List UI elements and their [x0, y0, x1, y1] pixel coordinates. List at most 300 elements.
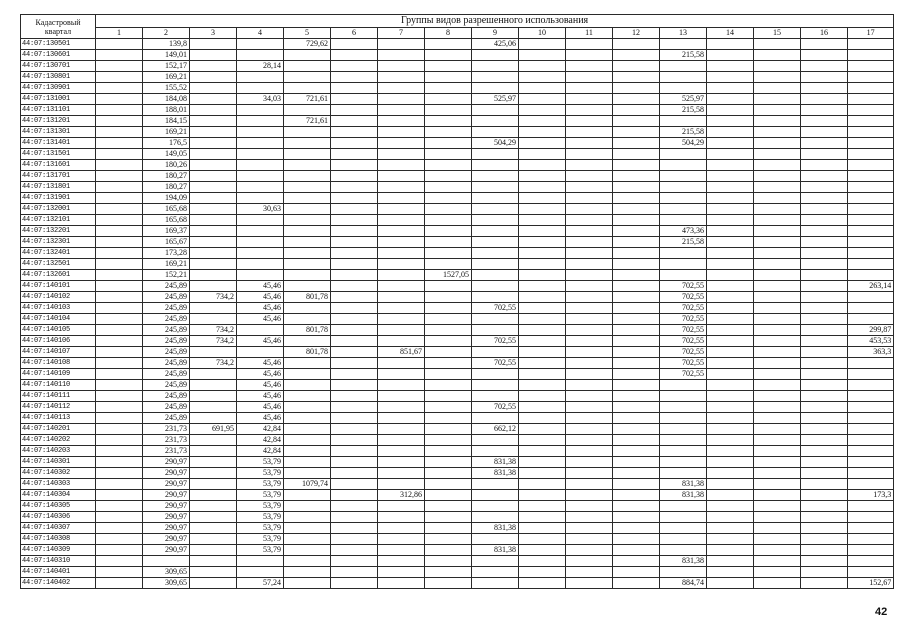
value-cell-col-7 — [378, 402, 425, 413]
table-row — [21, 490, 894, 501]
value-cell-col-14 — [707, 512, 754, 523]
value-cell-col-17 — [848, 567, 894, 578]
value-cell-col-17: 299,87 — [848, 325, 894, 336]
value-cell-col-11 — [566, 105, 613, 116]
value-cell-col-9 — [472, 446, 519, 457]
value-cell-col-12 — [613, 347, 660, 358]
value-cell-col-17 — [848, 226, 894, 237]
value-cell-col-8 — [425, 149, 472, 160]
value-cell-col-2: 173,28 — [143, 248, 190, 259]
value-cell-col-6 — [331, 39, 378, 50]
value-cell-col-1 — [96, 358, 143, 369]
value-cell-col-2 — [143, 556, 190, 567]
value-cell-col-10 — [519, 490, 566, 501]
value-cell-col-16 — [801, 149, 848, 160]
value-cell-col-17 — [848, 457, 894, 468]
value-cell-col-16 — [801, 314, 848, 325]
value-cell-col-2: 169,21 — [143, 259, 190, 270]
value-cell-col-10 — [519, 215, 566, 226]
value-cell-col-1 — [96, 501, 143, 512]
value-cell-col-8 — [425, 50, 472, 61]
value-cell-col-9 — [472, 391, 519, 402]
cadastral-quarter-code: 44:07:132601 — [21, 270, 96, 281]
value-cell-col-6 — [331, 61, 378, 72]
table-row — [21, 479, 894, 490]
value-cell-col-5 — [284, 127, 331, 138]
value-cell-col-12 — [613, 402, 660, 413]
value-cell-col-4 — [237, 347, 284, 358]
value-cell-col-7 — [378, 369, 425, 380]
value-cell-col-14 — [707, 292, 754, 303]
value-cell-col-15 — [754, 138, 801, 149]
value-cell-col-1 — [96, 336, 143, 347]
value-cell-col-7 — [378, 435, 425, 446]
value-cell-col-7 — [378, 270, 425, 281]
value-cell-col-10 — [519, 314, 566, 325]
value-cell-col-16 — [801, 479, 848, 490]
value-cell-col-1 — [96, 413, 143, 424]
value-cell-col-8 — [425, 160, 472, 171]
cadastral-quarter-code: 44:07:140304 — [21, 490, 96, 501]
table-row — [21, 556, 894, 567]
column-number-14: 14 — [707, 28, 754, 39]
value-cell-col-2: 245,89 — [143, 358, 190, 369]
value-cell-col-11 — [566, 490, 613, 501]
value-cell-col-12 — [613, 314, 660, 325]
value-cell-col-8 — [425, 259, 472, 270]
value-cell-col-7 — [378, 545, 425, 556]
value-cell-col-14 — [707, 413, 754, 424]
value-cell-col-3 — [190, 314, 237, 325]
value-cell-col-2: 176,5 — [143, 138, 190, 149]
table-row — [21, 281, 894, 292]
value-cell-col-7 — [378, 193, 425, 204]
value-cell-col-6 — [331, 182, 378, 193]
value-cell-col-2: 155,52 — [143, 83, 190, 94]
value-cell-col-16 — [801, 578, 848, 589]
value-cell-col-12 — [613, 204, 660, 215]
cadastral-values-table — [20, 14, 894, 589]
value-cell-col-8 — [425, 303, 472, 314]
value-cell-col-14 — [707, 303, 754, 314]
table-row — [21, 171, 894, 182]
cadastral-quarter-code: 44:07:130901 — [21, 83, 96, 94]
value-cell-col-1 — [96, 556, 143, 567]
value-cell-col-8 — [425, 479, 472, 490]
value-cell-col-9 — [472, 72, 519, 83]
value-cell-col-5 — [284, 204, 331, 215]
value-cell-col-12 — [613, 270, 660, 281]
cadastral-quarter-code: 44:07:140109 — [21, 369, 96, 380]
value-cell-col-15 — [754, 281, 801, 292]
value-cell-col-12 — [613, 171, 660, 182]
value-cell-col-16 — [801, 171, 848, 182]
value-cell-col-2: 152,21 — [143, 270, 190, 281]
column-number-6: 6 — [331, 28, 378, 39]
value-cell-col-8 — [425, 281, 472, 292]
value-cell-col-4 — [237, 567, 284, 578]
value-cell-col-2: 245,89 — [143, 402, 190, 413]
value-cell-col-1 — [96, 248, 143, 259]
value-cell-col-5 — [284, 215, 331, 226]
value-cell-col-10 — [519, 83, 566, 94]
cadastral-quarter-code: 44:07:130801 — [21, 72, 96, 83]
table-row — [21, 358, 894, 369]
value-cell-col-15 — [754, 567, 801, 578]
value-cell-col-9: 662,12 — [472, 424, 519, 435]
column-number-2: 2 — [143, 28, 190, 39]
value-cell-col-17 — [848, 402, 894, 413]
value-cell-col-1 — [96, 149, 143, 160]
value-cell-col-6 — [331, 413, 378, 424]
value-cell-col-14 — [707, 501, 754, 512]
value-cell-col-5: 801,78 — [284, 347, 331, 358]
value-cell-col-7 — [378, 259, 425, 270]
value-cell-col-15 — [754, 523, 801, 534]
value-cell-col-10 — [519, 50, 566, 61]
value-cell-col-13: 525,97 — [660, 94, 707, 105]
value-cell-col-14 — [707, 61, 754, 72]
value-cell-col-16 — [801, 347, 848, 358]
value-cell-col-6 — [331, 490, 378, 501]
value-cell-col-1 — [96, 545, 143, 556]
value-cell-col-1 — [96, 281, 143, 292]
value-cell-col-7 — [378, 237, 425, 248]
value-cell-col-17 — [848, 270, 894, 281]
value-cell-col-17 — [848, 292, 894, 303]
value-cell-col-11 — [566, 270, 613, 281]
value-cell-col-6 — [331, 149, 378, 160]
value-cell-col-15 — [754, 479, 801, 490]
value-cell-col-7 — [378, 248, 425, 259]
value-cell-col-8 — [425, 182, 472, 193]
cadastral-quarter-code: 44:07:140307 — [21, 523, 96, 534]
value-cell-col-11 — [566, 215, 613, 226]
value-cell-col-14 — [707, 567, 754, 578]
value-cell-col-11 — [566, 545, 613, 556]
value-cell-col-11 — [566, 523, 613, 534]
value-cell-col-15 — [754, 446, 801, 457]
value-cell-col-1 — [96, 50, 143, 61]
value-cell-col-11 — [566, 193, 613, 204]
value-cell-col-1 — [96, 512, 143, 523]
value-cell-col-5 — [284, 578, 331, 589]
value-cell-col-6 — [331, 83, 378, 94]
value-cell-col-11 — [566, 281, 613, 292]
value-cell-col-11 — [566, 578, 613, 589]
value-cell-col-8 — [425, 39, 472, 50]
value-cell-col-13: 702,55 — [660, 325, 707, 336]
value-cell-col-15 — [754, 347, 801, 358]
table-row — [21, 314, 894, 325]
value-cell-col-9: 702,55 — [472, 336, 519, 347]
value-cell-col-2: 290,97 — [143, 545, 190, 556]
value-cell-col-10 — [519, 424, 566, 435]
value-cell-col-16 — [801, 413, 848, 424]
value-cell-col-4: 57,24 — [237, 578, 284, 589]
value-cell-col-14 — [707, 39, 754, 50]
value-cell-col-5 — [284, 391, 331, 402]
value-cell-col-1 — [96, 116, 143, 127]
value-cell-col-14 — [707, 94, 754, 105]
cadastral-quarter-code: 44:07:132501 — [21, 259, 96, 270]
value-cell-col-16 — [801, 105, 848, 116]
value-cell-col-17 — [848, 39, 894, 50]
value-cell-col-5 — [284, 138, 331, 149]
value-cell-col-15 — [754, 501, 801, 512]
value-cell-col-12 — [613, 226, 660, 237]
value-cell-col-10 — [519, 358, 566, 369]
value-cell-col-11 — [566, 358, 613, 369]
value-cell-col-12 — [613, 512, 660, 523]
value-cell-col-13: 702,55 — [660, 292, 707, 303]
value-cell-col-15 — [754, 369, 801, 380]
value-cell-col-13 — [660, 457, 707, 468]
table-row — [21, 193, 894, 204]
cadastral-quarter-code: 44:07:140111 — [21, 391, 96, 402]
value-cell-col-8 — [425, 248, 472, 259]
value-cell-col-6 — [331, 292, 378, 303]
value-cell-col-13: 702,55 — [660, 358, 707, 369]
value-cell-col-1 — [96, 402, 143, 413]
value-cell-col-17 — [848, 479, 894, 490]
value-cell-col-1 — [96, 380, 143, 391]
value-cell-col-11 — [566, 380, 613, 391]
value-cell-col-8 — [425, 314, 472, 325]
value-cell-col-10 — [519, 303, 566, 314]
table-row — [21, 39, 894, 50]
value-cell-col-3 — [190, 193, 237, 204]
value-cell-col-11 — [566, 171, 613, 182]
value-cell-col-6 — [331, 105, 378, 116]
value-cell-col-4 — [237, 171, 284, 182]
value-cell-col-5: 1079,74 — [284, 479, 331, 490]
value-cell-col-3 — [190, 50, 237, 61]
value-cell-col-4: 30,63 — [237, 204, 284, 215]
value-cell-col-2: 290,97 — [143, 479, 190, 490]
value-cell-col-10 — [519, 61, 566, 72]
value-cell-col-5 — [284, 380, 331, 391]
value-cell-col-16 — [801, 501, 848, 512]
value-cell-col-8 — [425, 578, 472, 589]
value-cell-col-2: 245,89 — [143, 336, 190, 347]
table-row — [21, 567, 894, 578]
value-cell-col-2: 245,89 — [143, 281, 190, 292]
value-cell-col-4 — [237, 116, 284, 127]
table-row — [21, 336, 894, 347]
value-cell-col-3 — [190, 567, 237, 578]
column-number-8: 8 — [425, 28, 472, 39]
value-cell-col-3 — [190, 556, 237, 567]
value-cell-col-1 — [96, 204, 143, 215]
value-cell-col-4: 53,79 — [237, 545, 284, 556]
value-cell-col-13 — [660, 204, 707, 215]
value-cell-col-12 — [613, 567, 660, 578]
value-cell-col-10 — [519, 149, 566, 160]
value-cell-col-3: 734,2 — [190, 358, 237, 369]
value-cell-col-3 — [190, 160, 237, 171]
value-cell-col-14 — [707, 270, 754, 281]
value-cell-col-15 — [754, 226, 801, 237]
cadastral-quarter-code: 44:07:140308 — [21, 534, 96, 545]
value-cell-col-16 — [801, 61, 848, 72]
value-cell-col-16 — [801, 94, 848, 105]
value-cell-col-9 — [472, 567, 519, 578]
value-cell-col-1 — [96, 369, 143, 380]
value-cell-col-16 — [801, 292, 848, 303]
value-cell-col-6 — [331, 512, 378, 523]
value-cell-col-5 — [284, 523, 331, 534]
value-cell-col-16 — [801, 237, 848, 248]
value-cell-col-14 — [707, 116, 754, 127]
value-cell-col-11 — [566, 402, 613, 413]
value-cell-col-5: 721,61 — [284, 94, 331, 105]
value-cell-col-10 — [519, 281, 566, 292]
value-cell-col-10 — [519, 237, 566, 248]
value-cell-col-14 — [707, 281, 754, 292]
value-cell-col-15 — [754, 248, 801, 259]
value-cell-col-9 — [472, 116, 519, 127]
value-cell-col-14 — [707, 578, 754, 589]
value-cell-col-13 — [660, 72, 707, 83]
value-cell-col-11 — [566, 160, 613, 171]
value-cell-col-13 — [660, 523, 707, 534]
value-cell-col-9 — [472, 325, 519, 336]
cadastral-quarter-code: 44:07:131301 — [21, 127, 96, 138]
value-cell-col-15 — [754, 61, 801, 72]
value-cell-col-5 — [284, 281, 331, 292]
value-cell-col-4: 45,46 — [237, 314, 284, 325]
value-cell-col-1 — [96, 193, 143, 204]
value-cell-col-8 — [425, 380, 472, 391]
table-row — [21, 215, 894, 226]
value-cell-col-17 — [848, 369, 894, 380]
table-row — [21, 347, 894, 358]
value-cell-col-12 — [613, 160, 660, 171]
value-cell-col-1 — [96, 226, 143, 237]
value-cell-col-13 — [660, 248, 707, 259]
value-cell-col-10 — [519, 446, 566, 457]
value-cell-col-5 — [284, 50, 331, 61]
value-cell-col-14 — [707, 149, 754, 160]
value-cell-col-4: 53,79 — [237, 534, 284, 545]
value-cell-col-2: 231,73 — [143, 424, 190, 435]
value-cell-col-3 — [190, 523, 237, 534]
value-cell-col-14 — [707, 523, 754, 534]
value-cell-col-1 — [96, 171, 143, 182]
value-cell-col-4 — [237, 325, 284, 336]
value-cell-col-8 — [425, 116, 472, 127]
value-cell-col-4: 53,79 — [237, 468, 284, 479]
cadastral-quarter-code: 44:07:140401 — [21, 567, 96, 578]
value-cell-col-12 — [613, 215, 660, 226]
value-cell-col-8 — [425, 512, 472, 523]
value-cell-col-15 — [754, 303, 801, 314]
value-cell-col-16 — [801, 138, 848, 149]
cadastral-quarter-code: 44:07:140203 — [21, 446, 96, 457]
value-cell-col-4 — [237, 556, 284, 567]
value-cell-col-11 — [566, 259, 613, 270]
value-cell-col-3: 734,2 — [190, 325, 237, 336]
value-cell-col-16 — [801, 281, 848, 292]
value-cell-col-9 — [472, 534, 519, 545]
value-cell-col-9 — [472, 369, 519, 380]
value-cell-col-11 — [566, 204, 613, 215]
value-cell-col-17 — [848, 556, 894, 567]
value-cell-col-5 — [284, 72, 331, 83]
value-cell-col-7 — [378, 171, 425, 182]
value-cell-col-8 — [425, 226, 472, 237]
value-cell-col-7 — [378, 39, 425, 50]
value-cell-col-4: 45,46 — [237, 391, 284, 402]
value-cell-col-12 — [613, 358, 660, 369]
value-cell-col-14 — [707, 446, 754, 457]
table-row — [21, 534, 894, 545]
value-cell-col-16 — [801, 39, 848, 50]
value-cell-col-4 — [237, 259, 284, 270]
value-cell-col-2: 194,09 — [143, 193, 190, 204]
value-cell-col-4: 45,46 — [237, 303, 284, 314]
value-cell-col-10 — [519, 413, 566, 424]
value-cell-col-7 — [378, 303, 425, 314]
value-cell-col-4: 45,46 — [237, 336, 284, 347]
value-cell-col-17 — [848, 413, 894, 424]
cadastral-quarter-code: 44:07:140104 — [21, 314, 96, 325]
value-cell-col-9 — [472, 314, 519, 325]
table-row — [21, 138, 894, 149]
value-cell-col-10 — [519, 116, 566, 127]
value-cell-col-16 — [801, 336, 848, 347]
value-cell-col-14 — [707, 490, 754, 501]
value-cell-col-10 — [519, 171, 566, 182]
value-cell-col-6 — [331, 259, 378, 270]
value-cell-col-3 — [190, 281, 237, 292]
cadastral-quarter-code: 44:07:131001 — [21, 94, 96, 105]
value-cell-col-7 — [378, 116, 425, 127]
value-cell-col-16 — [801, 556, 848, 567]
value-cell-col-1 — [96, 303, 143, 314]
value-cell-col-17 — [848, 380, 894, 391]
value-cell-col-16 — [801, 446, 848, 457]
value-cell-col-14 — [707, 259, 754, 270]
value-cell-col-15 — [754, 215, 801, 226]
value-cell-col-10 — [519, 204, 566, 215]
value-cell-col-2: 149,01 — [143, 50, 190, 61]
value-cell-col-9 — [472, 237, 519, 248]
value-cell-col-13 — [660, 424, 707, 435]
cadastral-quarter-code: 44:07:140301 — [21, 457, 96, 468]
value-cell-col-15 — [754, 83, 801, 94]
value-cell-col-11 — [566, 391, 613, 402]
value-cell-col-10 — [519, 391, 566, 402]
value-cell-col-9: 831,38 — [472, 523, 519, 534]
value-cell-col-16 — [801, 116, 848, 127]
value-cell-col-12 — [613, 446, 660, 457]
value-cell-col-17 — [848, 204, 894, 215]
value-cell-col-6 — [331, 556, 378, 567]
value-cell-col-14 — [707, 50, 754, 61]
value-cell-col-13: 831,38 — [660, 556, 707, 567]
value-cell-col-8 — [425, 534, 472, 545]
value-cell-col-15 — [754, 556, 801, 567]
value-cell-col-16 — [801, 534, 848, 545]
value-cell-col-16 — [801, 204, 848, 215]
value-cell-col-4: 45,46 — [237, 413, 284, 424]
value-cell-col-6 — [331, 479, 378, 490]
value-cell-col-15 — [754, 325, 801, 336]
value-cell-col-7 — [378, 61, 425, 72]
value-cell-col-17 — [848, 193, 894, 204]
